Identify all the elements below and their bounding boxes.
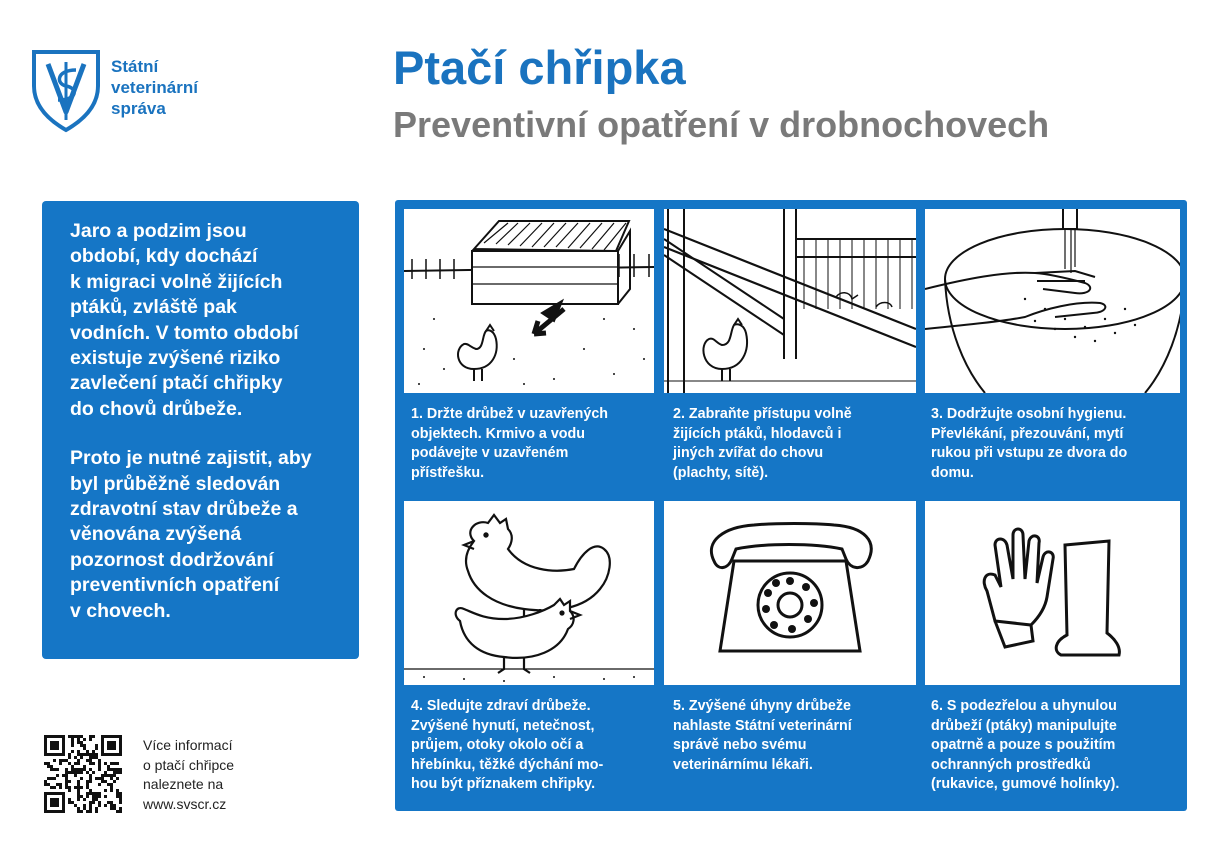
shield-emblem-icon	[30, 48, 106, 134]
step-illustration	[664, 501, 916, 685]
step-caption: 4. Sledujte zdraví drůbeže. Zvýšené hynutí, netečnost, průjem, otoky okolo očí a hřebínku, těžké dýchání mo- hou být příznakem chřipky.	[411, 698, 604, 793]
step-caption: 1. Držte drůbež v uzavřených objektech. Krmivo a vodu podávejte v uzavřeném přístřešku.	[411, 406, 609, 481]
glove-and-boot-icon	[925, 501, 1180, 685]
info-box	[42, 201, 359, 659]
step-illustration	[664, 209, 916, 393]
logo-line: veterinární	[111, 78, 198, 97]
qr-code-icon	[44, 735, 122, 813]
step-card	[395, 500, 659, 811]
step-caption: 3. Dodržujte osobní hygienu. Převlékání, přezouvání, mytí rukou při vstupu ze dvora do domu.	[931, 406, 1128, 481]
page-subtitle: Preventivní opatření v drobnochovech	[393, 104, 1050, 145]
steps-panel	[395, 200, 1187, 811]
more-info-text: Více informací o ptačí chřipce naleznete na www.svscr.cz	[143, 737, 235, 812]
logo-line: správa	[111, 99, 166, 118]
step-card	[659, 200, 923, 505]
step-card	[395, 200, 659, 505]
logo-wordmark	[111, 56, 198, 119]
telephone-icon	[664, 501, 916, 685]
step-card	[923, 200, 1187, 505]
info-paragraph: Jaro a podzim jsou období, kdy dochází k migraci volně žijících ptáků, zvláště pak vodních. V tomto období existuje zvýšené riziko zavlečení ptačí chřipky do chovů drůbeže.	[70, 220, 299, 420]
step-card	[659, 500, 923, 811]
poultry-coop-icon	[404, 209, 654, 393]
step-illustration	[404, 501, 654, 685]
qr-code[interactable]	[44, 735, 122, 813]
step-illustration	[925, 501, 1180, 685]
page-title: Ptačí chřipka	[393, 41, 686, 94]
step-card	[923, 500, 1187, 811]
logo-line: Státní	[111, 57, 159, 76]
step-illustration	[925, 209, 1180, 393]
chickens-icon	[404, 501, 654, 685]
hand-washing-icon	[925, 209, 1180, 393]
step-caption: 5. Zvýšené úhyny drůbeže nahlaste Státní veterinární správě nebo svému veterinárnímu lékaři.	[673, 698, 852, 773]
info-paragraph: Proto je nutné zajistit, aby byl průběžně sledován zdravotní stav drůbeže a věnována zvýšená pozornost dodržování preventivních opatření v chovech.	[70, 447, 312, 622]
step-caption: 6. S podezřelou a uhynulou drůbeží (ptáky) manipulujte opatrně a pouze s použitím ochranných prostředků (rukavice, gumové holínky).	[931, 698, 1120, 793]
fence-barrier-icon	[664, 209, 916, 393]
step-caption: 2. Zabraňte přístupu volně žijících ptáků, hlodavců i jiných zvířat do chovu (plachty, sítě).	[673, 406, 852, 481]
step-illustration	[404, 209, 654, 393]
